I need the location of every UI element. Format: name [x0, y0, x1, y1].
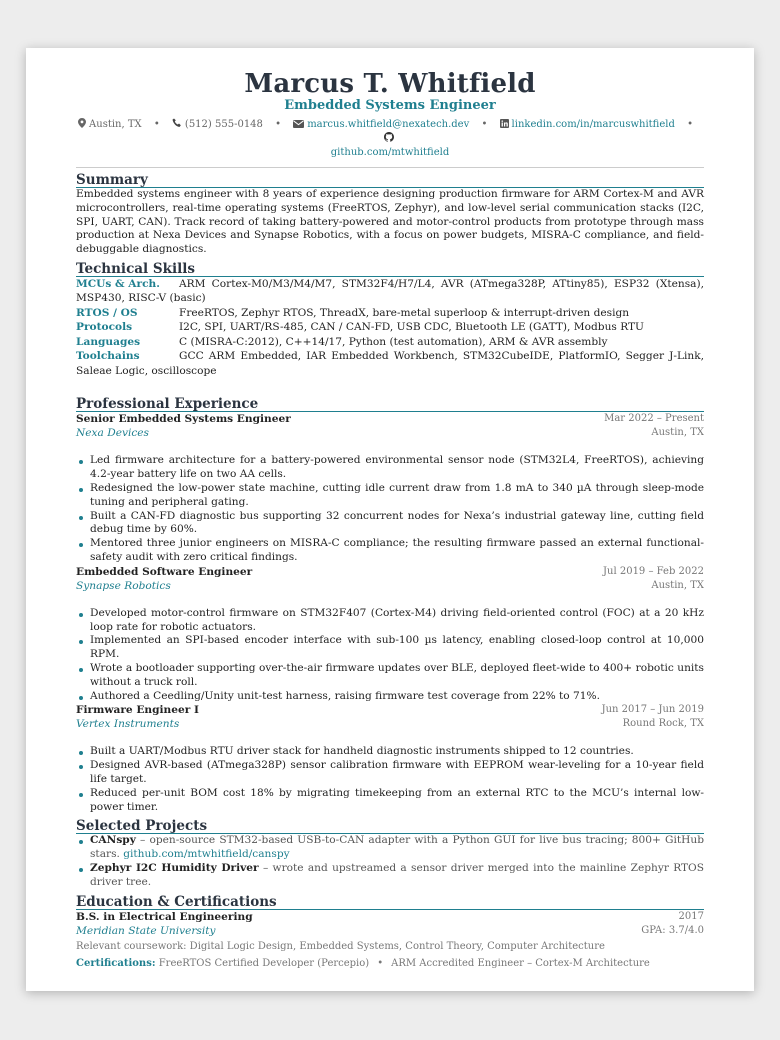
project-description: – wrote and upstreamed a sensor driver merged into the mainline Zephyr RTOS driver tree.: [90, 862, 705, 888]
education-heading: Education & Certifications: [76, 890, 704, 910]
skill-label: Toolchains: [76, 350, 140, 363]
degree-name: B.S. in Electrical Engineering: [76, 910, 253, 923]
skill-label: MCUs & Arch.: [76, 277, 160, 290]
job-bullet: Designed AVR-based (ATmega328P) sensor calibration firmware with EEPROM wear-leveling for a 10-year field life target.: [76, 759, 704, 787]
job-bullet: Built a CAN-FD diagnostic bus supporting 32 concurrent nodes for Nexa’s industrial gateway line, cutting field debug time by 60%.: [76, 510, 704, 538]
certification-item: FreeRTOS Certified Developer (Percepio): [158, 957, 370, 969]
job-org: Vertex Instruments: [76, 718, 180, 731]
contact-separator: •: [275, 119, 281, 130]
job-bullet: Implemented an SPI-based encoder interface with sub-100 µs latency, enabling closed-loop control at 10,000 RPM.: [76, 634, 704, 662]
degree-year: 2017: [678, 910, 704, 922]
job-dates: Jun 2017 – Jun 2019: [601, 704, 704, 716]
job-location: Austin, TX: [651, 579, 704, 591]
envelope-icon: [293, 120, 304, 128]
job-header: [76, 703, 704, 717]
skill-value: FreeRTOS, Zephyr RTOS, ThreadX, bare-metal superloop & interrupt-driven design: [179, 306, 630, 319]
skills-heading: Technical Skills: [76, 257, 704, 277]
skill-row: [76, 277, 704, 306]
skill-label: Languages: [76, 335, 141, 348]
job-bullet: Reduced per-unit BOM cost 18% by migrating timekeeping from an external RTC to the MCU’s internal low-power timer.: [76, 787, 704, 815]
job-entry: [76, 565, 704, 704]
skill-row: [76, 320, 704, 335]
github-link[interactable]: github.com/mtwhitfield: [330, 147, 450, 158]
project-item: [76, 862, 704, 890]
job-dates: Mar 2022 – Present: [604, 413, 704, 425]
candidate-title: Embedded Systems Engineer: [284, 98, 496, 113]
job-header: [76, 412, 704, 426]
candidate-name: Marcus T. Whitfield: [244, 69, 536, 99]
degree-row: [76, 910, 704, 924]
job-location: Austin, TX: [651, 427, 704, 439]
job-role: Embedded Software Engineer: [76, 565, 253, 578]
job-role: Firmware Engineer I: [76, 704, 199, 717]
job-entry: [76, 703, 704, 814]
skill-row: [76, 335, 704, 350]
job-subheader: [76, 717, 704, 731]
resume-page: [26, 48, 754, 991]
job-bullets: [76, 745, 704, 814]
certifications-line: [76, 957, 704, 971]
school-row: [76, 924, 704, 938]
job-bullet: Authored a Ceedling/Unity unit-test harness, raising firmware test coverage from 22% to 71%.: [76, 690, 704, 704]
job-bullets: [76, 454, 704, 564]
project-item: [76, 834, 704, 862]
map-marker-icon: [78, 118, 86, 128]
cert-separator: •: [377, 957, 384, 969]
skills-list: [76, 277, 704, 379]
contact-email[interactable]: [290, 119, 472, 130]
skill-value: ARM Cortex-M0/M3/M4/M7, STM32F4/H7/L4, AVR (ATmega328P, ATtiny85), ESP32 (Xtensa), MSP430, RISC-V (basic): [76, 277, 704, 305]
coursework: Relevant coursework: Digital Logic Design, Embedded Systems, Control Theory, Computer Architecture: [76, 940, 605, 952]
email-link[interactable]: marcus.whitfield@nexatech.dev: [307, 119, 470, 130]
project-name: Zephyr I2C Humidity Driver: [90, 862, 259, 875]
skill-value: GCC ARM Embedded, IAR Embedded Workbench, STM32CubeIDE, PlatformIO, Segger J-Link, Saleae Logic, oscilloscope: [76, 350, 704, 377]
contact-github[interactable]: [331, 133, 449, 158]
job-subheader: [76, 579, 704, 593]
certification-item: ARM Accredited Engineer – Cortex-M Architecture: [391, 957, 650, 969]
skill-label: RTOS / OS: [76, 306, 138, 319]
project-link[interactable]: github.com/mtwhitfield/canspy: [123, 848, 290, 861]
job-location: Round Rock, TX: [622, 718, 704, 730]
job-bullet: Built a UART/Modbus RTU driver stack for handheld diagnostic instruments shipped to 12 countries.: [76, 745, 704, 759]
job-bullet: Wrote a bootloader supporting over-the-air firmware updates over BLE, deployed fleet-wide to 400+ robotic units without a truck roll.: [76, 662, 704, 690]
job-bullet: Led firmware architecture for a battery-powered environmental sensor node (STM32L4, FreeRTOS), achieving 4.2-year battery life on two AA cells.: [76, 454, 704, 482]
location-text: Austin, TX: [89, 119, 142, 130]
phone-icon: [172, 118, 182, 128]
contact-location: [78, 119, 145, 130]
skill-row: [76, 306, 704, 321]
summary-text: Embedded systems engineer with 8 years of experience designing production firmware for ARM Cortex-M and AVR microcontrollers, real-time operating systems (FreeRTOS, Zephyr), and low-level serial communication stacks (I2C, SPI, UART, CAN). Track record of taking battery-powered and motor-control products from prototype through mass production at Nexa Devices and Synapse Robotics, with a focus on power budgets, MISRA-C compliance, and field-debuggable diagnostics.: [76, 188, 704, 256]
skill-value: C (MISRA-C:2012), C++14/17, Python (test automation), ARM & AVR assembly: [179, 335, 608, 348]
job-bullet: Developed motor-control firmware on STM32F407 (Cortex-M4) driving field-oriented control (FOC) at a 20 kHz loop rate for robotic actuators.: [76, 607, 704, 635]
skill-row: [76, 349, 704, 378]
contact-line: [76, 118, 704, 160]
project-name: CANspy: [90, 834, 136, 847]
skill-value: I2C, SPI, UART/RS-485, CAN / CAN-FD, USB CDC, Bluetooth LE (GATT), Modbus RTU: [179, 321, 644, 334]
gpa: GPA: 3.7/4.0: [641, 924, 704, 936]
summary-heading: Summary: [76, 168, 704, 188]
contact-linkedin[interactable]: [496, 119, 678, 130]
job-org: Nexa Devices: [76, 427, 149, 440]
certifications-label: Certifications:: [76, 957, 156, 969]
job-org: Synapse Robotics: [76, 579, 171, 592]
school-name: Meridian State University: [76, 924, 216, 937]
job-subheader: [76, 426, 704, 440]
skill-label: Protocols: [76, 321, 133, 334]
job-bullet: Redesigned the low-power state machine, cutting idle current draw from 1.8 mA to 340 µA through sleep-mode tuning and peripheral gating.: [76, 482, 704, 510]
job-bullets: [76, 607, 704, 704]
projects-heading: Selected Projects: [76, 814, 704, 834]
phone-text: (512) 555-0148: [184, 119, 263, 130]
linkedin-link[interactable]: linkedin.com/in/marcuswhitfield: [511, 119, 675, 130]
project-description: – open-source STM32-based USB-to-CAN adapter with a Python GUI for live bus tracing; 800+ GitHub stars.: [90, 834, 704, 861]
job-role: Senior Embedded Systems Engineer: [76, 413, 291, 426]
projects-list: [76, 834, 704, 889]
experience-heading: Professional Experience: [76, 392, 704, 412]
job-dates: Jul 2019 – Feb 2022: [603, 565, 704, 577]
contact-phone[interactable]: [169, 119, 266, 130]
contact-separator: •: [687, 119, 693, 130]
job-entry: [76, 412, 704, 564]
linkedin-icon: [500, 119, 509, 128]
contact-separator: •: [481, 119, 488, 130]
job-header: [76, 565, 704, 579]
github-icon: [384, 132, 394, 142]
job-bullet: Mentored three junior engineers on MISRA-C compliance; the resulting firmware passed an external functional-safety audit with zero critical findings.: [76, 537, 704, 565]
contact-separator: •: [153, 119, 160, 130]
